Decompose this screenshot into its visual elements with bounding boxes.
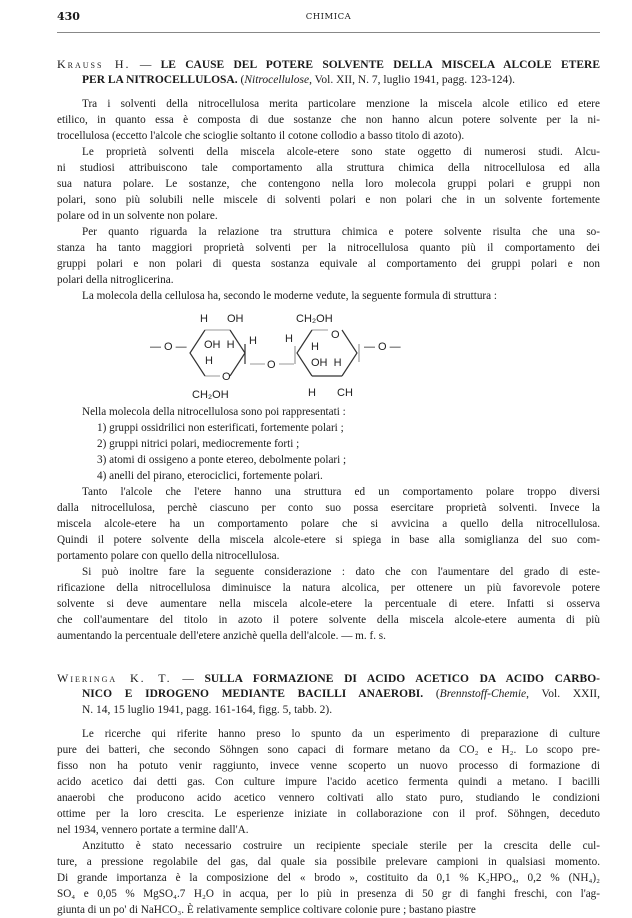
article2-body xyxy=(57,726,600,918)
list-intro: Nella molecola della nitrocellulosa sono poi rappresentati : xyxy=(82,406,346,418)
formula-atom: CH₂OH xyxy=(192,389,229,401)
header-rule xyxy=(57,32,600,33)
author: Wieringa K. T. xyxy=(57,671,172,685)
page-number: 430 xyxy=(57,10,80,23)
formula-atom: OH H xyxy=(204,339,235,351)
text-line: gruppi polari e non polari di questa sostanza equivale al comportamento dei gruppi polari e non xyxy=(57,258,600,270)
list-item: 1) gruppi ossidrilici non esterificati, fortemente polari ; xyxy=(97,422,344,434)
article-title: LE CAUSE DEL POTERE SOLVENTE DELLA MISCELA ALCOLE ETERE xyxy=(160,59,600,71)
text-line: Anzitutto è stato necessario costruire un recipiente speciale sterile per la crescita delle cul- xyxy=(82,840,600,852)
page-header xyxy=(57,10,600,26)
text-line: Tanto l'alcole che l'etere hanno una struttura ed un comportamento polare troppo diversi xyxy=(82,486,600,498)
text-line: ni studiosi attribuiscono tale comportamento alla struttura chimica della nitrocellulosa ed alla xyxy=(57,162,600,174)
text-line: dalla nitrocellulosa, perchè ciascuno per conto suo possa esercitare proprietà solventi. Invece la xyxy=(57,502,600,514)
text-line: acido acetico dai detti gas. Con culture impure l'acido acetico fermenta quindi a metano. I bacilli xyxy=(57,776,600,788)
article-title: SULLA FORMAZIONE DI ACIDO ACETICO DA ACIDO CARBO- xyxy=(204,673,600,685)
formula-atom: CH₂OH xyxy=(296,313,333,325)
text-line: stanza ha tanto maggiori proprietà solventi per la nitrocellulosa quanto più il comportamento dei xyxy=(57,242,600,254)
text-line: nel 1934, vennero portate a termine dall'A. xyxy=(57,824,249,836)
formula-atom: O xyxy=(222,371,231,383)
text-line: Quindi il potere solvente della miscela alcole-etere si spiega in base alla somiglianza del suo com- xyxy=(57,534,600,546)
cellulose-structure-formula xyxy=(0,308,632,402)
formula-atom: H xyxy=(308,387,316,399)
text-line: Tra i solventi della nitrocellulosa merita particolare menzione la miscela alcole etilico ed etere xyxy=(82,98,600,110)
page-body xyxy=(57,56,600,918)
list-item: 2) gruppi nitrici polari, mediocremente forti ; xyxy=(97,438,300,450)
text-line: sua natura polare. Le sostanze, che contengono nella loro molecola gruppi polari e gruppi non xyxy=(57,178,600,190)
text-line: etilico, in quanto essa è composta di due sostanze che non hanno alcun potere solvente per la ni- xyxy=(57,114,600,126)
formula-atom: H xyxy=(311,341,319,353)
text-line: polari, sono più solubili nelle miscele di solventi polari e non polari che in un solvente fortemente xyxy=(57,194,600,206)
formula-atom: CH xyxy=(337,387,353,399)
text-line: aumentando la percentuale dell'etere anzichè quella dell'alcole. — m. f. s. xyxy=(57,630,386,642)
text-line: polari della nitroglicerina. xyxy=(57,274,174,286)
formula-o-right: — O — xyxy=(364,341,401,353)
text-line: rificazione della nitrocellulosa diminuisce la natura alcolica, per ottenere un più favorevole potere xyxy=(57,582,600,594)
text-line: trocellulosa (eccetto l'alcole che scioglie soltanto il cotone collodio a basso titolo di azoto). xyxy=(57,130,465,142)
formula-atom: H xyxy=(200,313,208,325)
article1-list xyxy=(57,404,600,484)
formula-bridge-o: O xyxy=(267,359,276,371)
text-line: Le ricerche qui riferite hanno preso lo spunto da un esperimento di preparazione di culture xyxy=(82,728,600,740)
text-line: La molecola della cellulosa ha, secondo le moderne vedute, la seguente formula di struttura : xyxy=(82,290,498,302)
article1-body-b xyxy=(57,484,600,644)
text-line: SO₄ e 0,05 % MgSO₄.7 H₂O in acqua, per lo più in presenza di 50 gr di fanghi freschi, con l'ag- xyxy=(57,888,600,900)
list-item: 3) atomi di ossigeno a ponte etereo, debolmente polari ; xyxy=(97,454,347,466)
journal: Nitrocellulose xyxy=(244,74,310,86)
formula-atom: H xyxy=(249,335,257,347)
formula-atom: O xyxy=(331,329,340,341)
text-line: fisso non ha potuto venir raggiunto, invece venne scoperto un nuovo processo di formazione di xyxy=(57,760,600,772)
text-line: Di grande importanza è la composizione del « brodo », costituito da 0,1 % K₂HPO₄, 0,2 % (NH₄)₂ xyxy=(57,872,600,884)
text-line: giunta di un po' di NaHCO₃. È relativamente semplice coltivare colonie pure ; bastano piastre xyxy=(57,904,476,916)
text-line: anaerobi che producono acido acetico vennero coltivati allo stato puro, studiando le condizioni xyxy=(57,792,600,804)
text-line: miscela alcole-etere ha un comportamento polare che si avvicina a quello della nitrocellulosa. xyxy=(57,518,600,530)
formula-atom: H xyxy=(205,355,213,367)
article2-heading: Wieringa K. T. — SULLA FORMAZIONE DI ACIDO ACETICO DA ACIDO CARBO- NICO E IDROGENO MEDIANTE BACILLI ANAEROBI. (Brennstoff-Chemie, Vol. XXII, N. 14, 15 luglio 1941, pagg. 161-164, figg. 5, tabb. 2). xyxy=(57,671,600,716)
formula-o-left: — O — xyxy=(150,341,187,353)
text-line: ture, a pressione regolabile del gas, dal quale sia possibile prelevare campioni in qualsiasi momento. xyxy=(57,856,600,868)
formula-atom: OH xyxy=(227,313,244,325)
formula-atom: OH H xyxy=(311,357,342,369)
text-line: che coll'aumentare del titolo in azoto il potere solvente della miscela alcole-etere aumenta di più xyxy=(57,614,600,626)
text-line: Le proprietà solventi della miscela alcole-etere sono state oggetto di numerosi studi. Alcu- xyxy=(82,146,600,158)
text-line: ottime per la loro crescita. Le esperienze iniziate in collaborazione con il prof. Söhngen, deceduto xyxy=(57,808,600,820)
formula-atom: H xyxy=(285,333,293,345)
text-line: solvente si deve aumentare nella miscela alcole-etere la percentuale di etere. Infatti si osserva xyxy=(57,598,600,610)
journal: Brennstoff-Chemie xyxy=(439,688,527,700)
text-line: Si può inoltre fare la seguente considerazione : dato che con l'aumentare del grado di este- xyxy=(82,566,600,578)
running-title: CHIMICA xyxy=(305,12,352,22)
article1-body-a xyxy=(57,96,600,304)
text-line: portamento polare con quello della nitrocellulosa. xyxy=(57,550,280,562)
author: Krauss H. xyxy=(57,57,131,71)
article1-heading: Krauss H. — LE CAUSE DEL POTERE SOLVENTE DELLA MISCELA ALCOLE ETERE PER LA NITROCELLULOSA. (Nitrocellulose, Vol. XII, N. 7, luglio 1941, pagg. 123-124). xyxy=(57,57,600,86)
text-line: Per quanto riguarda la relazione tra struttura chimica e potere solvente risulta che una so- xyxy=(82,226,600,238)
list-item: 4) anelli del pirano, eterociclici, fortemente polari. xyxy=(97,470,323,482)
text-line: pure dei batteri, che secondo Söhngen sono capaci di formare metano da CO₂ e H₂. Lo scopo pre- xyxy=(57,744,600,756)
text-line: polare od in un solvente non polare. xyxy=(57,210,218,222)
